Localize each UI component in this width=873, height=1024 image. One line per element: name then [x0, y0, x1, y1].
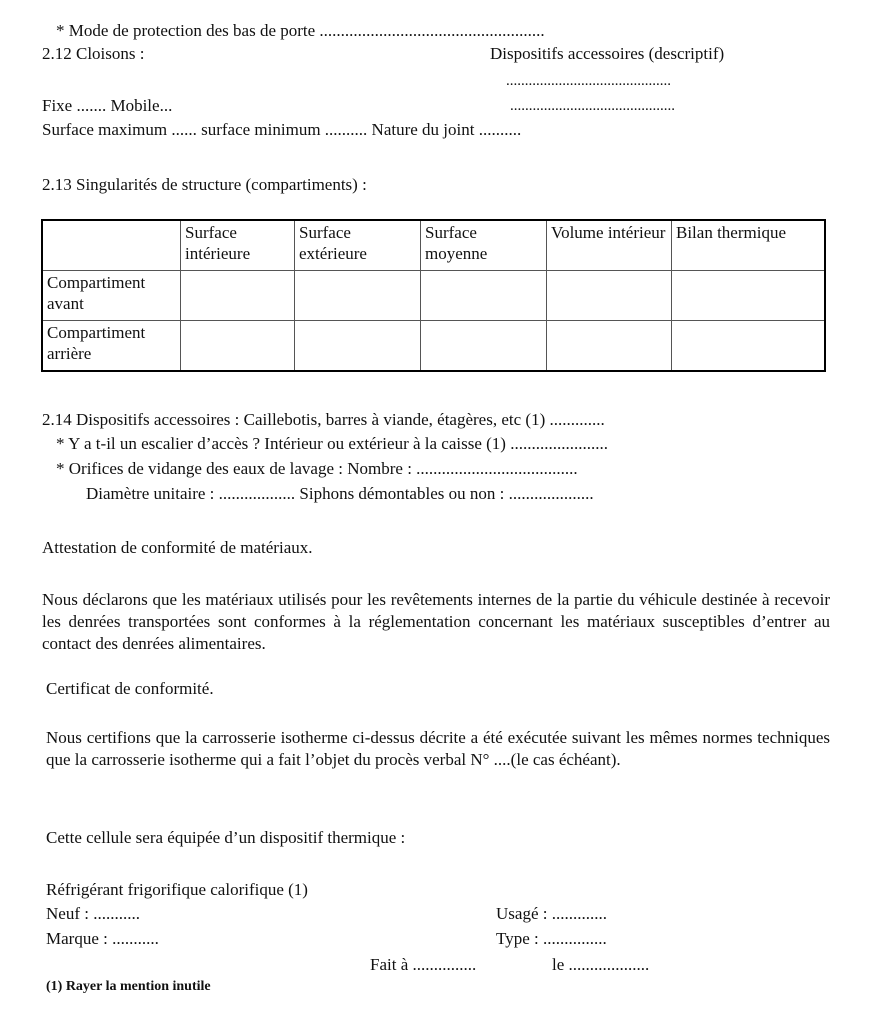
table-row — [42, 321, 825, 372]
attestation-body: Nous déclarons que les matériaux utilisés pour les revêtements internes de la partie du véhicule destinée à recevoir les denrées transportées sont conformes à la réglementation concernant les matériaux susceptibles d’entrer au contact des denrées alimentaires. — [42, 590, 830, 653]
table-row — [42, 271, 825, 321]
surface-line: Surface maximum ...... surface minimum .......... Nature du joint .......... — [42, 120, 522, 139]
singularites-title: 2.13 Singularités de structure (compartiments) : — [42, 175, 367, 194]
compartments-table — [41, 219, 826, 372]
table-cell[interactable] — [547, 271, 672, 321]
bas-de-porte-line: * Mode de protection des bas de porte ..................................................... — [56, 21, 545, 40]
row-label-compartiment-arriere: Compartiment arrière — [42, 321, 181, 372]
table-cell[interactable] — [672, 271, 826, 321]
table-cell[interactable] — [295, 271, 421, 321]
marque-field: Marque : ........... — [46, 929, 159, 948]
table-header-row — [42, 220, 825, 271]
certificat-body: Nous certifions que la carrosserie isotherme ci-dessus décrite a été exécutée suivant les mêmes normes techniques que la carrosserie isotherme qui a fait l’objet du procès verbal N° ....(le cas échéant). — [46, 728, 830, 769]
table-cell[interactable] — [295, 321, 421, 372]
refrigerant-line: Réfrigérant frigorifique calorifique (1) — [46, 880, 308, 899]
dispositifs-accessoires-label: Dispositifs accessoires (descriptif) — [490, 44, 725, 63]
type-field: Type : ............... — [496, 929, 607, 948]
certificat-title: Certificat de conformité. — [46, 679, 214, 698]
table-cell[interactable] — [421, 321, 547, 372]
fixe-mobile-line: Fixe ....... Mobile... — [42, 96, 173, 115]
dispositifs-line-2: ............................................ — [510, 98, 675, 114]
diametre-line: Diamètre unitaire : .................. Siphons démontables ou non : .................... — [86, 484, 594, 503]
dispositif-thermique-intro: Cette cellule sera équipée d’un dispositif thermique : — [46, 828, 406, 847]
row-label-compartiment-avant: Compartiment avant — [42, 271, 181, 321]
orifices-line: * Orifices de vidange des eaux de lavage : Nombre : ...................................... — [56, 459, 578, 478]
table-cell[interactable] — [421, 271, 547, 321]
dispositifs-accessoires-line: 2.14 Dispositifs accessoires : Caillebotis, barres à viande, étagères, etc (1) ............. — [42, 410, 605, 429]
neuf-field: Neuf : ........... — [46, 904, 140, 923]
fait-a-field: Fait à ............... — [370, 955, 477, 974]
attestation-title: Attestation de conformité de matériaux. — [42, 538, 313, 557]
date-field: le ................... — [552, 955, 650, 974]
table-corner-cell — [42, 220, 181, 271]
table-cell[interactable] — [547, 321, 672, 372]
header-surface-interieure: Surface intérieure — [181, 220, 295, 271]
footnote: (1) Rayer la mention inutile — [46, 979, 211, 994]
dispositifs-line-1: ............................................ — [506, 73, 671, 89]
header-bilan-thermique: Bilan thermique — [672, 220, 826, 271]
table-cell[interactable] — [181, 271, 295, 321]
table-cell[interactable] — [672, 321, 826, 372]
header-surface-moyenne: Surface moyenne — [421, 220, 547, 271]
usage-field: Usagé : ............. — [496, 904, 607, 923]
header-surface-exterieure: Surface extérieure — [295, 220, 421, 271]
escalier-line: * Y a t-il un escalier d’accès ? Intérieur ou extérieur à la caisse (1) ....................... — [56, 434, 608, 453]
cloisons-title: 2.12 Cloisons : — [42, 44, 145, 63]
table-cell[interactable] — [181, 321, 295, 372]
header-volume-interieur: Volume intérieur — [547, 220, 672, 271]
